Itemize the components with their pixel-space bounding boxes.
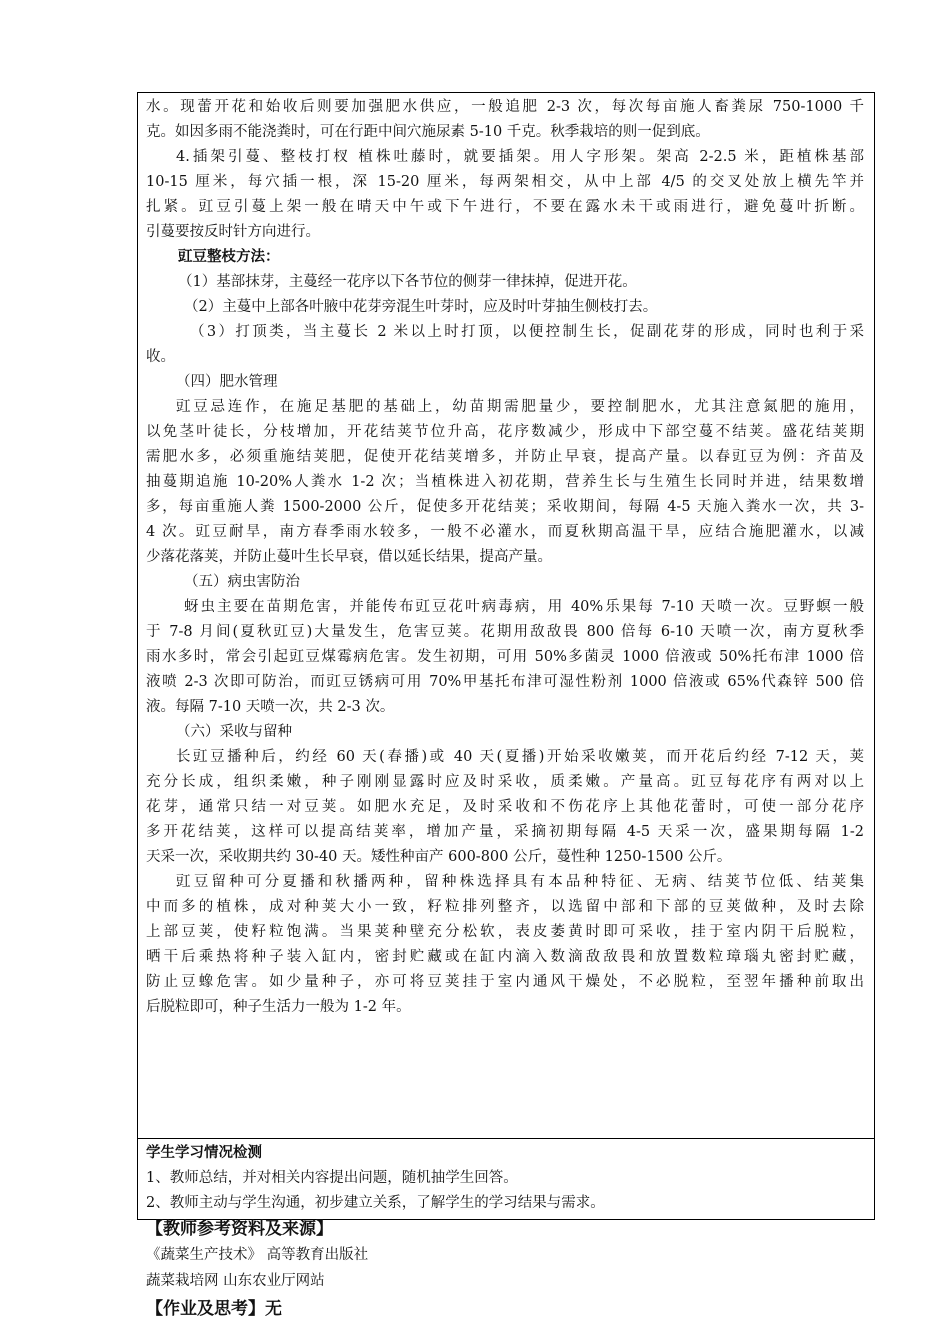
paragraph-line: 需肥水多，必须重施结荚肥，促使开花结荚增多，并防止早衰，提高产量。以春豇豆为例：齐苗及	[146, 449, 864, 465]
homework-heading: 【作业及思考】	[146, 1299, 265, 1319]
references-heading: 【教师参考资料及来源】	[146, 1219, 333, 1239]
paragraph-line: 上部豆荚，使籽粒饱满。当果荚种壁充分松软，表皮萎黄时即可采收，挂于室内阴干后脱粒，	[146, 924, 864, 940]
paragraph-line: 花芽，通常只结一对豆荚。如肥水充足，及时采收和不伤花序上其他花蕾时，可使一部分花序	[146, 799, 864, 815]
reference-line: 蔬菜栽培网 山东农业厅网站	[146, 1273, 325, 1289]
paragraph-line: 克。如因多雨不能浇粪时，可在行距中间穴施尿素 5-10 千克。秋季栽培的则一促到底。	[146, 124, 710, 140]
content-cell	[138, 93, 874, 1139]
paragraph-line: 晒干后乘热将种子装入缸内，密封贮藏或在缸内滴入数滴敌敌畏和放置数粒璋瑙丸密封贮藏，	[146, 949, 864, 965]
paragraph-line: 防止豆蟓危害。如少量种子，亦可将豆荚挂于室内通风干燥处，不必脱粒，至翌年播种前取出	[146, 974, 864, 990]
paragraph-line: 4.插架引蔓、整枝打杈 植株吐藤时，就要插架。用人字形架。架高 2-2.5 米，距植株基部	[176, 149, 864, 165]
section-heading: （五）病虫害防治	[184, 574, 300, 590]
paragraph-line: 后脱粒即可，种子生活力一般为 1-2 年。	[146, 999, 411, 1015]
paragraph-line: （1）基部抹芽，主蔓经一花序以下各节位的侧芽一律抹掉，促进开花。	[178, 274, 637, 290]
reference-line: 《蔬菜生产技术》 高等教育出版社	[146, 1247, 369, 1263]
assessment-cell	[138, 1139, 874, 1319]
paragraph-line: 豇豆忌连作，在施足基肥的基础上，幼苗期需肥量少，要控制肥水，尤其注意氮肥的施用，	[176, 399, 864, 415]
paragraph-line: 多，每亩重施人粪 1500-2000 公斤，促使多开花结荚；采收期间，每隔 4-5 天施入粪水一次，共 3-	[146, 499, 864, 515]
paragraph-line: 水。现蕾开花和始收后则要加强肥水供应，一般追肥 2-3 次，每次每亩施人畜粪尿 750-1000 千	[146, 99, 864, 115]
paragraph-line: 以免茎叶徒长，分枝增加，开花结荚节位升高，花序数减少，形成中下部空蔓不结荚。盛花结荚期	[146, 424, 864, 440]
paragraph-line: 液。每隔 7-10 天喷一次，共 2-3 次。	[146, 699, 395, 715]
paragraph-line: 4 次。豇豆耐旱，南方春季雨水较多，一般不必灌水，而夏秋期高温干旱，应结合施肥灌水，以减	[146, 524, 864, 540]
section-subheading: 豇豆整枝方法：	[178, 248, 280, 265]
paragraph-line: （2）主蔓中上部各叶腋中花芽旁混生叶芽时，应及时叶芽抽生侧枝打去。	[184, 299, 658, 315]
paragraph-line: 长豇豆播种后，约经 60 天(春播)或 40 天(夏播)开始采收嫩荚，而开花后约经 7-12 天，荚	[176, 749, 864, 765]
section-heading: （六）采收与留种	[176, 724, 292, 740]
paragraph-line: 收。	[146, 349, 175, 365]
paragraph-line: 液喷 2-3 次即可防治，而豇豆锈病可用 70%甲基托布津可湿性粉剂 1000 倍液或 65%代森锌 500 倍	[146, 674, 864, 690]
paragraph-line: 天采一次，采收期共约 30-40 天。矮性种亩产 600-800 公斤，蔓性种 1250-1500 公斤。	[146, 849, 732, 865]
paragraph-line: 10-15 厘米，每穴插一根，深 15-20 厘米，每两架相交，从中上部 4/5 的交叉处放上横先竿并	[146, 174, 864, 190]
assessment-heading: 学生学习情况检测	[146, 1144, 262, 1161]
paragraph-line: 多开花结荚，这样可以提高结荚率，增加产量，采摘初期每隔 4-5 天采一次，盛果期每隔 1-2	[146, 824, 864, 840]
paragraph-line: 中而多的植株，成对种荚大小一致，籽粒排列整齐，以选留中部和下部的豆荚做种，及时去除	[146, 899, 864, 915]
paragraph-line: 于 7-8 月间(夏秋豇豆)大量发生，危害豆荚。花期用敌敌畏 800 倍每 6-10 天喷一次，南方夏秋季	[146, 624, 864, 640]
paragraph-line: 扎紧。豇豆引蔓上架一般在晴天中午或下午进行，不要在露水未干或雨进行，避免蔓叶折断。	[146, 199, 864, 215]
paragraph-line: 抽蔓期追施 10-20%人粪水 1-2 次；当植株进入初花期，营养生长与生殖生长同时并进，结果数增	[146, 474, 864, 490]
paragraph-line: 引蔓要按反时针方向进行。	[146, 224, 320, 240]
homework-line	[146, 1295, 864, 1323]
paragraph-line: 蚜虫主要在苗期危害，并能传布豇豆花叶病毒病，用 40%乐果每 7-10 天喷一次。豆野螟一般	[184, 599, 864, 615]
paragraph-line: 少落花落荚，并防止蔓叶生长早衰，借以延长结果，提高产量。	[146, 549, 552, 565]
section-heading: （四）肥水管理	[176, 374, 278, 390]
assessment-item: 1、教师总结，并对相关内容提出问题，随机抽学生回答。	[146, 1170, 518, 1186]
paragraph-line: 充分长成，组织柔嫩，种子刚刚显露时应及时采收，质柔嫩。产量高。豇豆每花序有两对以上	[146, 774, 864, 790]
assessment-item: 2、教师主动与学生沟通，初步建立关系，了解学生的学习结果与需求。	[146, 1195, 605, 1211]
lesson-table	[137, 92, 875, 1319]
paragraph-line: 雨水多时，常会引起豇豆煤霉病危害。发生初期，可用 50%多菌灵 1000 倍液或 50%托布津 1000 倍	[146, 649, 864, 665]
paragraph-line: （3）打顶类，当主蔓长 2 米以上时打顶，以便控制生长，促副花芽的形成，同时也利于采	[190, 324, 864, 340]
paragraph-line: 豇豆留种可分夏播和秋播两种，留种株选择具有本品种特征、无病、结荚节位低、结荚集	[176, 874, 864, 890]
homework-value: 无	[265, 1299, 282, 1319]
